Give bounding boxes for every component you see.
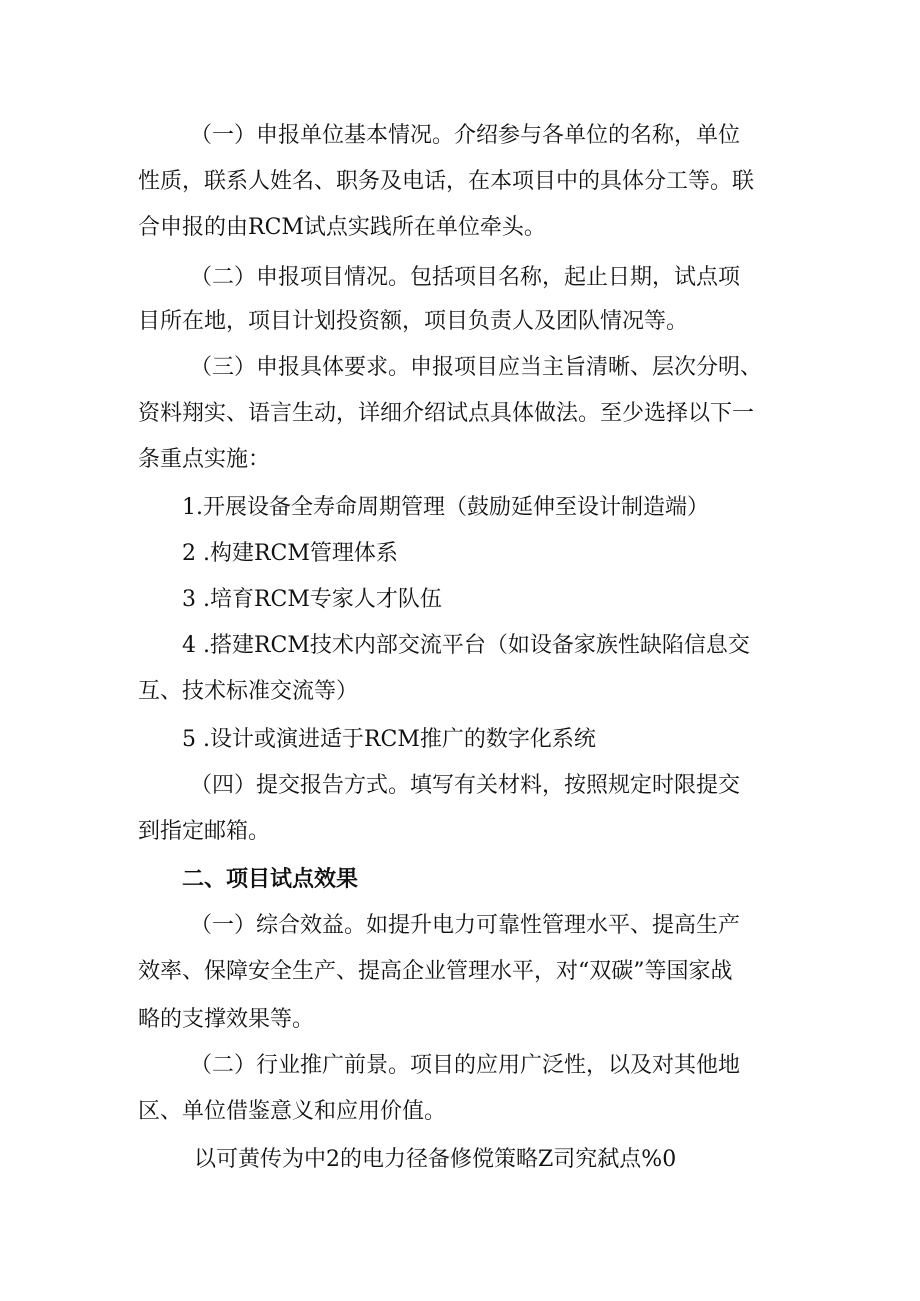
s1-para3-line3: 条重点实施： <box>138 447 271 472</box>
s1-para4-line2: 到指定邮箱。 <box>138 819 271 844</box>
s1-para2-line2: 目所在地，项目计划投资额，项目负责人及团队情况等。 <box>138 309 689 334</box>
s1-para3-line1: （三）申报具体要求。申报项目应当主旨清晰、层次分明、 <box>190 355 763 380</box>
garbled-footer-line: 以可黄传为中2的电力径备修傥策略Z司究弑点%0 <box>194 1147 677 1172</box>
section2-heading: 二、项目试点效果 <box>182 867 359 892</box>
list-item-1: 1.开展设备全寿命周期管理（鼓励延伸至设计制造端） <box>182 495 709 520</box>
s2-para2-line2: 区、单位借鉴意义和应用价值。 <box>138 1099 447 1124</box>
s1-para3-line2: 资料翔实、语言生动，详细介绍试点具体做法。至少选择以下一 <box>138 401 755 426</box>
s1-para4-line1: （四）提交报告方式。填写有关材料，按照规定时限提交 <box>190 773 741 798</box>
list-item-4-line2: 互、技术标准交流等） <box>138 679 359 704</box>
list-item-3: 3 .培育RCM专家人才队伍 <box>182 587 442 612</box>
s1-para2-line1: （二）申报项目情况。包括项目名称，起止日期，试点项 <box>190 265 741 290</box>
list-item-4-line1: 4 .搭建RCM技术内部交流平台（如设备家族性缺陷信息交 <box>182 633 750 658</box>
s2-para1-line2: 效率、保障安全生产、提高企业管理水平，对“双碳”等国家战 <box>138 959 733 984</box>
s1-para1-line3: 合申报的由RCM试点实践所在单位牵头。 <box>138 215 546 240</box>
list-item-2: 2 .构建RCM管理体系 <box>182 541 398 566</box>
s2-para2-line1: （二）行业推广前景。项目的应用广泛性，以及对其他地 <box>190 1053 741 1078</box>
s2-para1-line1: （一）综合效益。如提升电力可靠性管理水平、提高生产 <box>190 913 741 938</box>
s2-para1-line3: 略的支撑效果等。 <box>138 1007 315 1032</box>
list-item-5: 5 .设计或演进适于RCM推广的数字化系统 <box>182 727 596 752</box>
s1-para1-line1: （一）申报单位基本情况。介绍参与各单位的名称，单位 <box>190 123 741 148</box>
s1-para1-line2: 性质，联系人姓名、职务及电话，在本项目中的具体分工等。联 <box>138 169 755 194</box>
